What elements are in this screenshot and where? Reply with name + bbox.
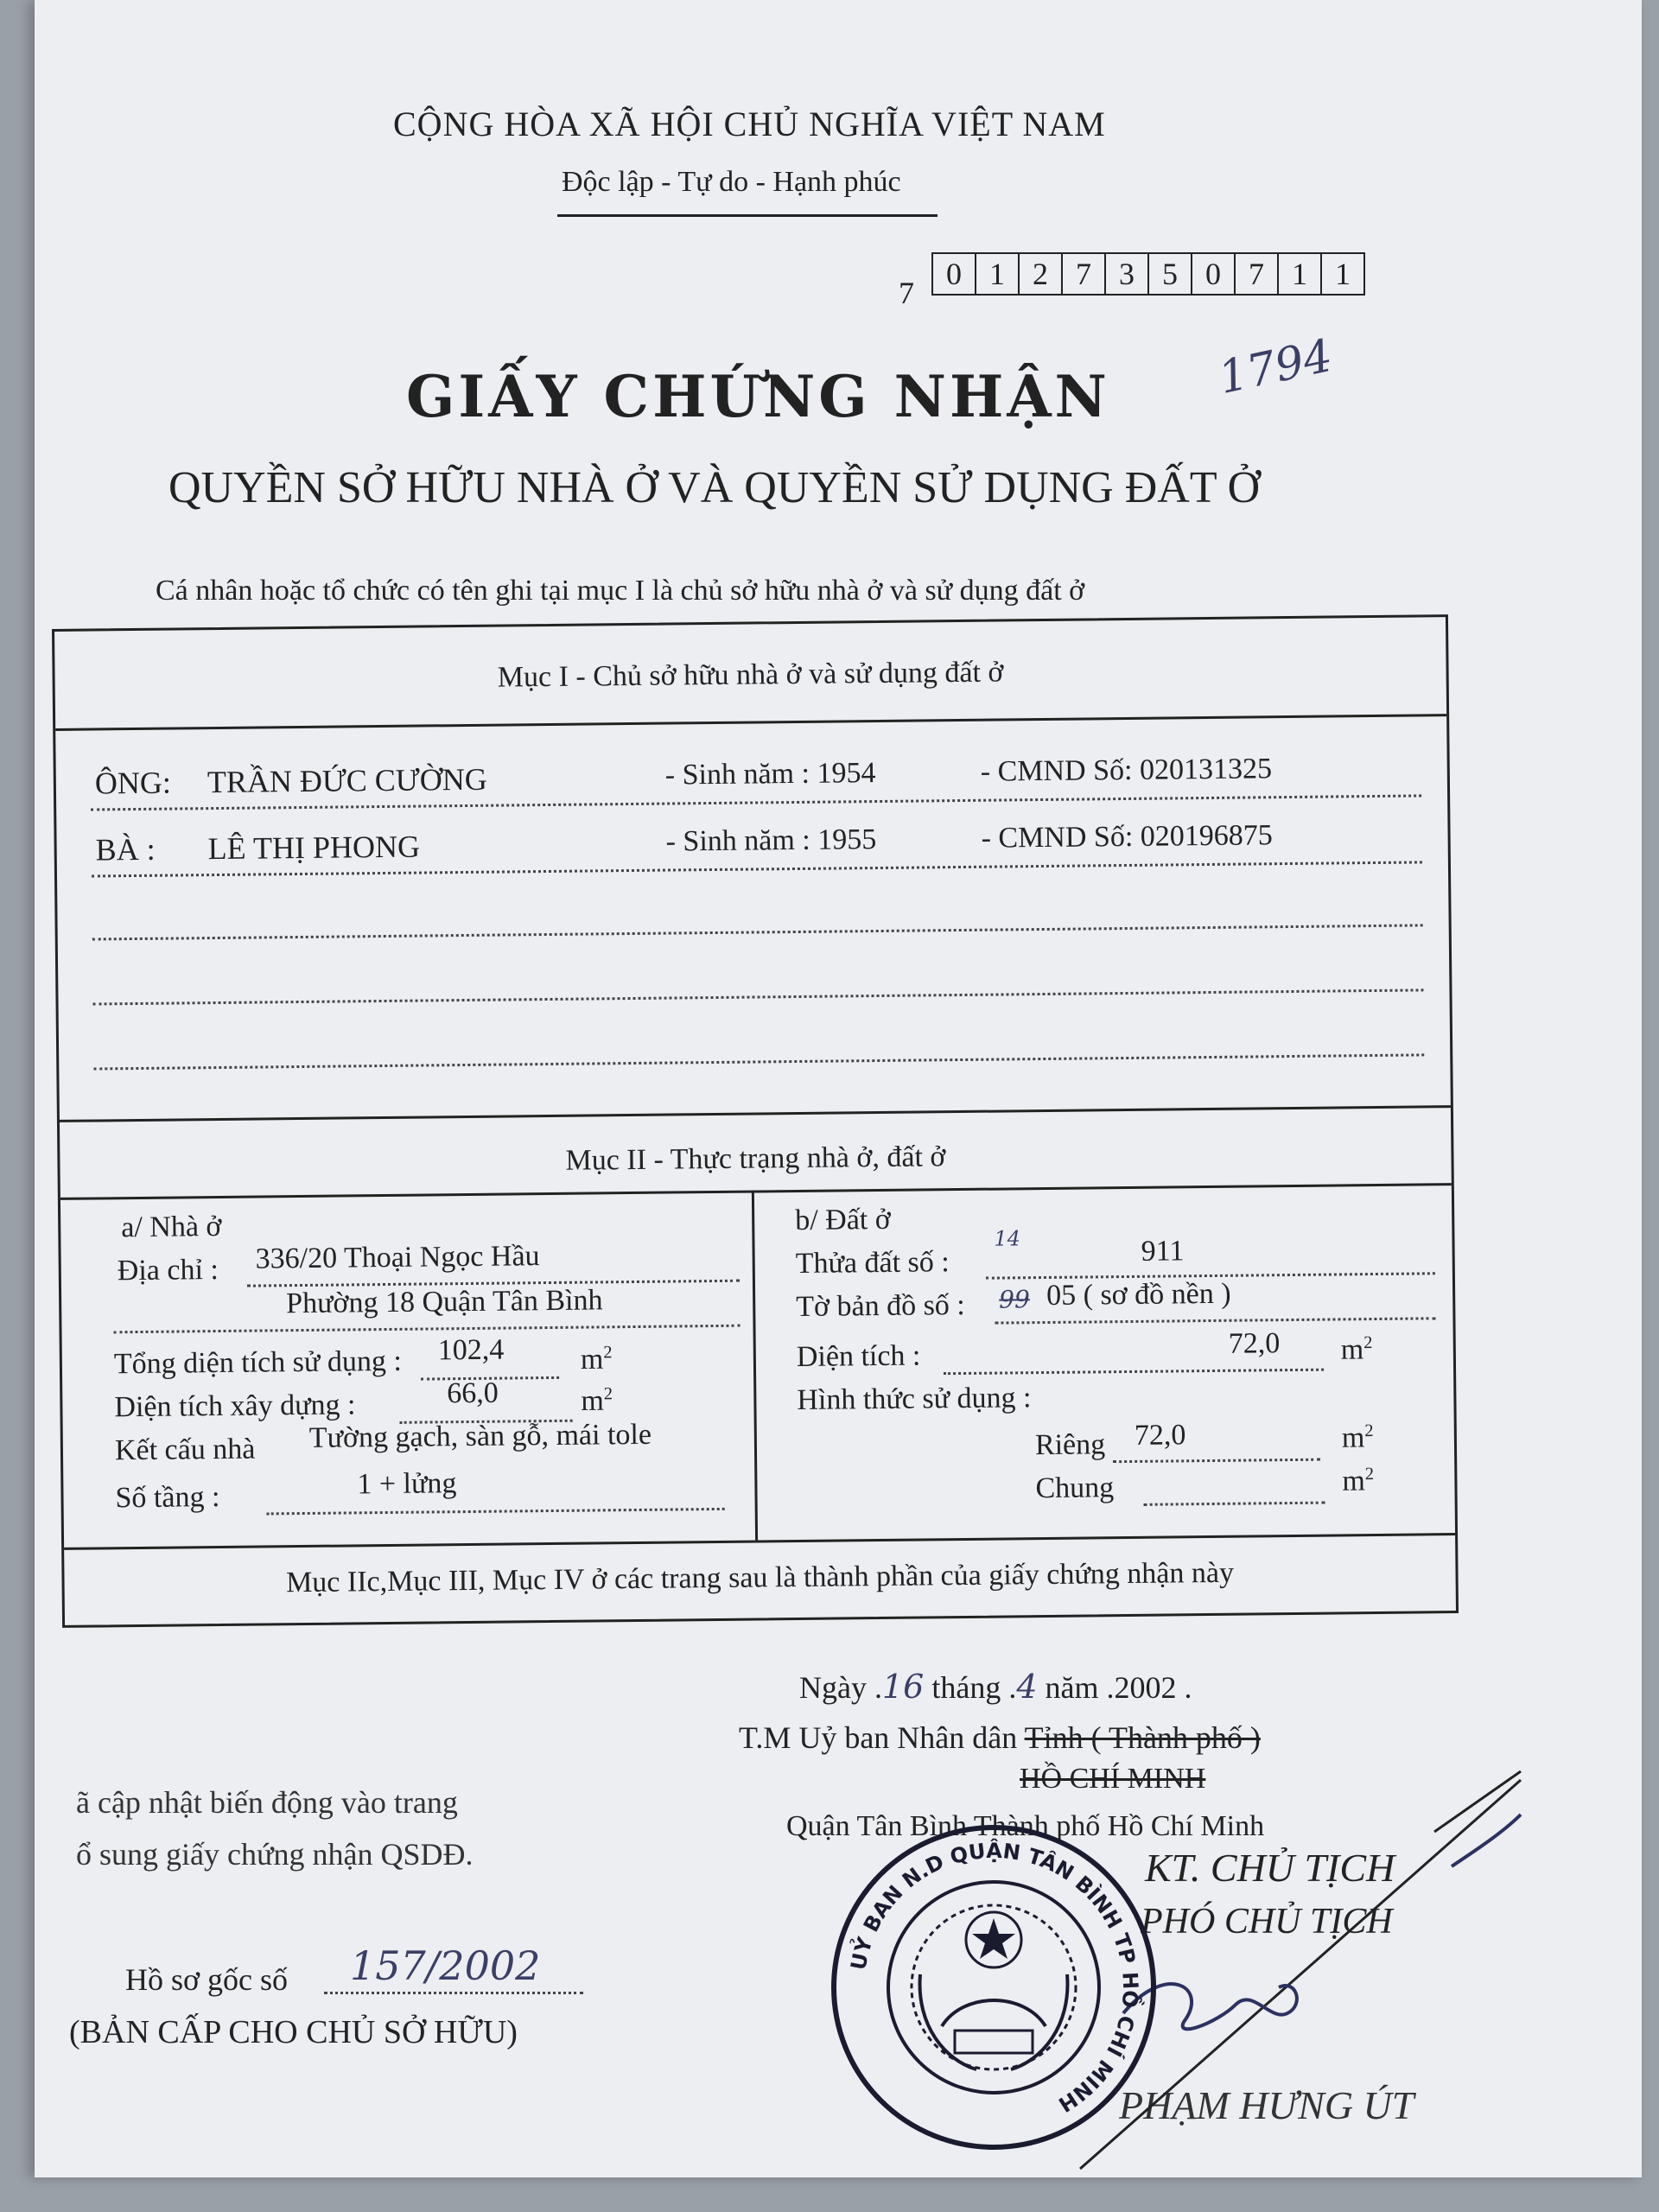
floors-value: 1 + lửng (357, 1467, 457, 1501)
file-dotline (324, 1992, 583, 1994)
intro-text: Cá nhân hoặc tổ chức có tên ghi tại mục I là chủ sở hữu nhà ở và sử dụng đất ở (156, 575, 1085, 607)
build-area-value: 66,0 (447, 1376, 499, 1410)
serial-digit: 2 (1020, 252, 1063, 296)
house-label: a/ Nhà ở (121, 1210, 222, 1244)
map-dotline (995, 1317, 1435, 1324)
serial-digit: 0 (931, 252, 976, 296)
role-vice-chair: PHÓ CHỦ TỊCH (1141, 1902, 1393, 1942)
certificate-page (35, 0, 1642, 2177)
private-unit: $m^2$ (1341, 1421, 1374, 1454)
owner1-birth: - Sinh năm : 1954 (664, 757, 876, 791)
common-label: Chung (1035, 1471, 1115, 1505)
section1-divider (55, 714, 1446, 731)
serial-digit: 1 (1279, 252, 1322, 296)
serial-digit: 0 (1192, 252, 1236, 296)
copy-note: (BẢN CẤP CHO CHỦ SỞ HỮU) (69, 2014, 518, 2050)
owner2-name: LÊ THỊ PHONG (207, 829, 421, 867)
main-table (52, 614, 1459, 1628)
land-area-value: 72,0 (1228, 1327, 1281, 1360)
district-line: Quận Tân Bình Thành phố Hồ Chí Minh (786, 1810, 1265, 1842)
owner1-name: TRẦN ĐỨC CƯỜNG (207, 761, 487, 800)
build-area-label: Diện tích xây dựng : (114, 1389, 356, 1424)
total-area-label: Tổng diện tích sử dụng : (113, 1344, 402, 1381)
build-area-unit: $m^2$ (581, 1384, 613, 1417)
section1-heading: Mục I - Chủ sở hữu nhà ở và sử dụng đất ở (497, 656, 1004, 694)
motto-underline (557, 214, 938, 217)
update-note-line1: ã cập nhật biến động vào trang (76, 1785, 458, 1820)
certificate-subtitle: QUYỀN SỞ HỮU NHÀ Ở VÀ QUYỀN SỬ DỤNG ĐẤT Ở (168, 463, 1261, 512)
private-label: Riêng (1034, 1428, 1106, 1462)
map-handwritten: 99 (999, 1285, 1030, 1314)
update-note-line2: ổ sung giấy chứng nhận QSDĐ. (76, 1837, 474, 1872)
issue-date: Ngày .16 tháng .4 năm .2002 . (799, 1668, 1192, 1706)
section2-top-divider (60, 1105, 1451, 1122)
serial-digit: 3 (1106, 252, 1149, 296)
file-label: Hồ sơ gốc số (125, 1962, 289, 1997)
floors-dotline (267, 1508, 725, 1516)
certificate-title: GIẤY CHỨNG NHẬN (406, 363, 1110, 430)
owner1-id: - CMND Số: 020131325 (980, 753, 1273, 788)
private-dotline (1113, 1459, 1320, 1464)
section2-heading: Mục II - Thực trạng nhà ở, đất ở (565, 1141, 946, 1177)
serial-digit: 5 (1149, 252, 1192, 296)
signer-name: PHẠM HƯNG ÚT (1119, 2083, 1414, 2127)
map-label: Tờ bản đồ số : (796, 1288, 965, 1324)
serial-digit: 1 (1322, 252, 1365, 296)
authority-line: T.M Uỷ ban Nhân dân Tỉnh ( Thành phố ) (739, 1720, 1261, 1755)
parcel-label: Thửa đất số : (795, 1246, 950, 1281)
seal-ring-text: UỶ BAN N.D QUẬN TÂN BÌNH TP HỒ CHÍ MINH (846, 1838, 1143, 2117)
parcel-handwritten: 14 (994, 1226, 1021, 1251)
total-area-unit: $m^2$ (580, 1343, 613, 1376)
address-line1: 336/20 Thoại Ngọc Hầu (255, 1240, 540, 1275)
usage-label: Hình thức sử dụng : (797, 1382, 1032, 1417)
private-value: 72,0 (1134, 1419, 1186, 1452)
footer-divider (64, 1533, 1455, 1550)
blank-dotline-2 (93, 988, 1424, 1005)
serial-number (931, 252, 1365, 296)
city-struck: HỒ CHÍ MINH (1020, 1763, 1206, 1795)
owner2-title: BÀ : (95, 831, 156, 868)
blank-dotline-3 (93, 1053, 1424, 1070)
land-area-label: Diện tích : (796, 1339, 921, 1374)
structure-value: Tường gạch, sàn gỗ, mái tole (308, 1418, 652, 1454)
parcel-value: 911 (1141, 1235, 1185, 1268)
floors-label: Số tầng : (115, 1481, 220, 1515)
structure-label: Kết cấu nhà (114, 1433, 256, 1467)
serial-digit: 1 (976, 252, 1020, 296)
map-value: 05 ( sơ đồ nền ) (1046, 1277, 1231, 1312)
address-label: Địa chỉ : (117, 1254, 219, 1287)
serial-digit: 7 (1236, 252, 1279, 296)
star-icon (972, 1918, 1015, 1959)
total-area-value: 102,4 (437, 1333, 505, 1367)
owner2-id: - CMND Số: 020196875 (981, 819, 1273, 855)
land-label: b/ Đất ở (795, 1203, 891, 1237)
file-number: 157/2002 (350, 1942, 541, 1989)
address-line2: Phường 18 Quận Tân Bình (285, 1284, 603, 1320)
handwritten-number: 1794 (1214, 329, 1338, 405)
owner2-birth: - Sinh năm : 1955 (665, 823, 877, 858)
land-area-unit: $m^2$ (1340, 1333, 1373, 1366)
motto: Độc lập - Tự do - Hạnh phúc (562, 166, 901, 198)
section2-divider (60, 1183, 1452, 1200)
serial-prefix: 7 (899, 276, 914, 310)
section2-column-divider (752, 1191, 758, 1541)
role-deputy: KT. CHỦ TỊCH (1145, 1846, 1395, 1890)
common-unit: $m^2$ (1342, 1465, 1375, 1497)
common-dotline (1144, 1502, 1325, 1506)
blank-dotline-1 (92, 924, 1423, 940)
section2-footer-note: Mục IIc,Mục III, Mục IV ở các trang sau là thành phần của giấy chứng nhận này (285, 1556, 1235, 1599)
nation-name: CỘNG HÒA XÃ HỘI CHỦ NGHĨA VIỆT NAM (393, 105, 1106, 143)
land-area-dotline (944, 1369, 1324, 1376)
owner1-title: ÔNG: (94, 765, 172, 801)
serial-digit: 7 (1063, 252, 1106, 296)
official-seal (825, 1819, 1162, 2156)
address-dotline2 (114, 1325, 741, 1334)
